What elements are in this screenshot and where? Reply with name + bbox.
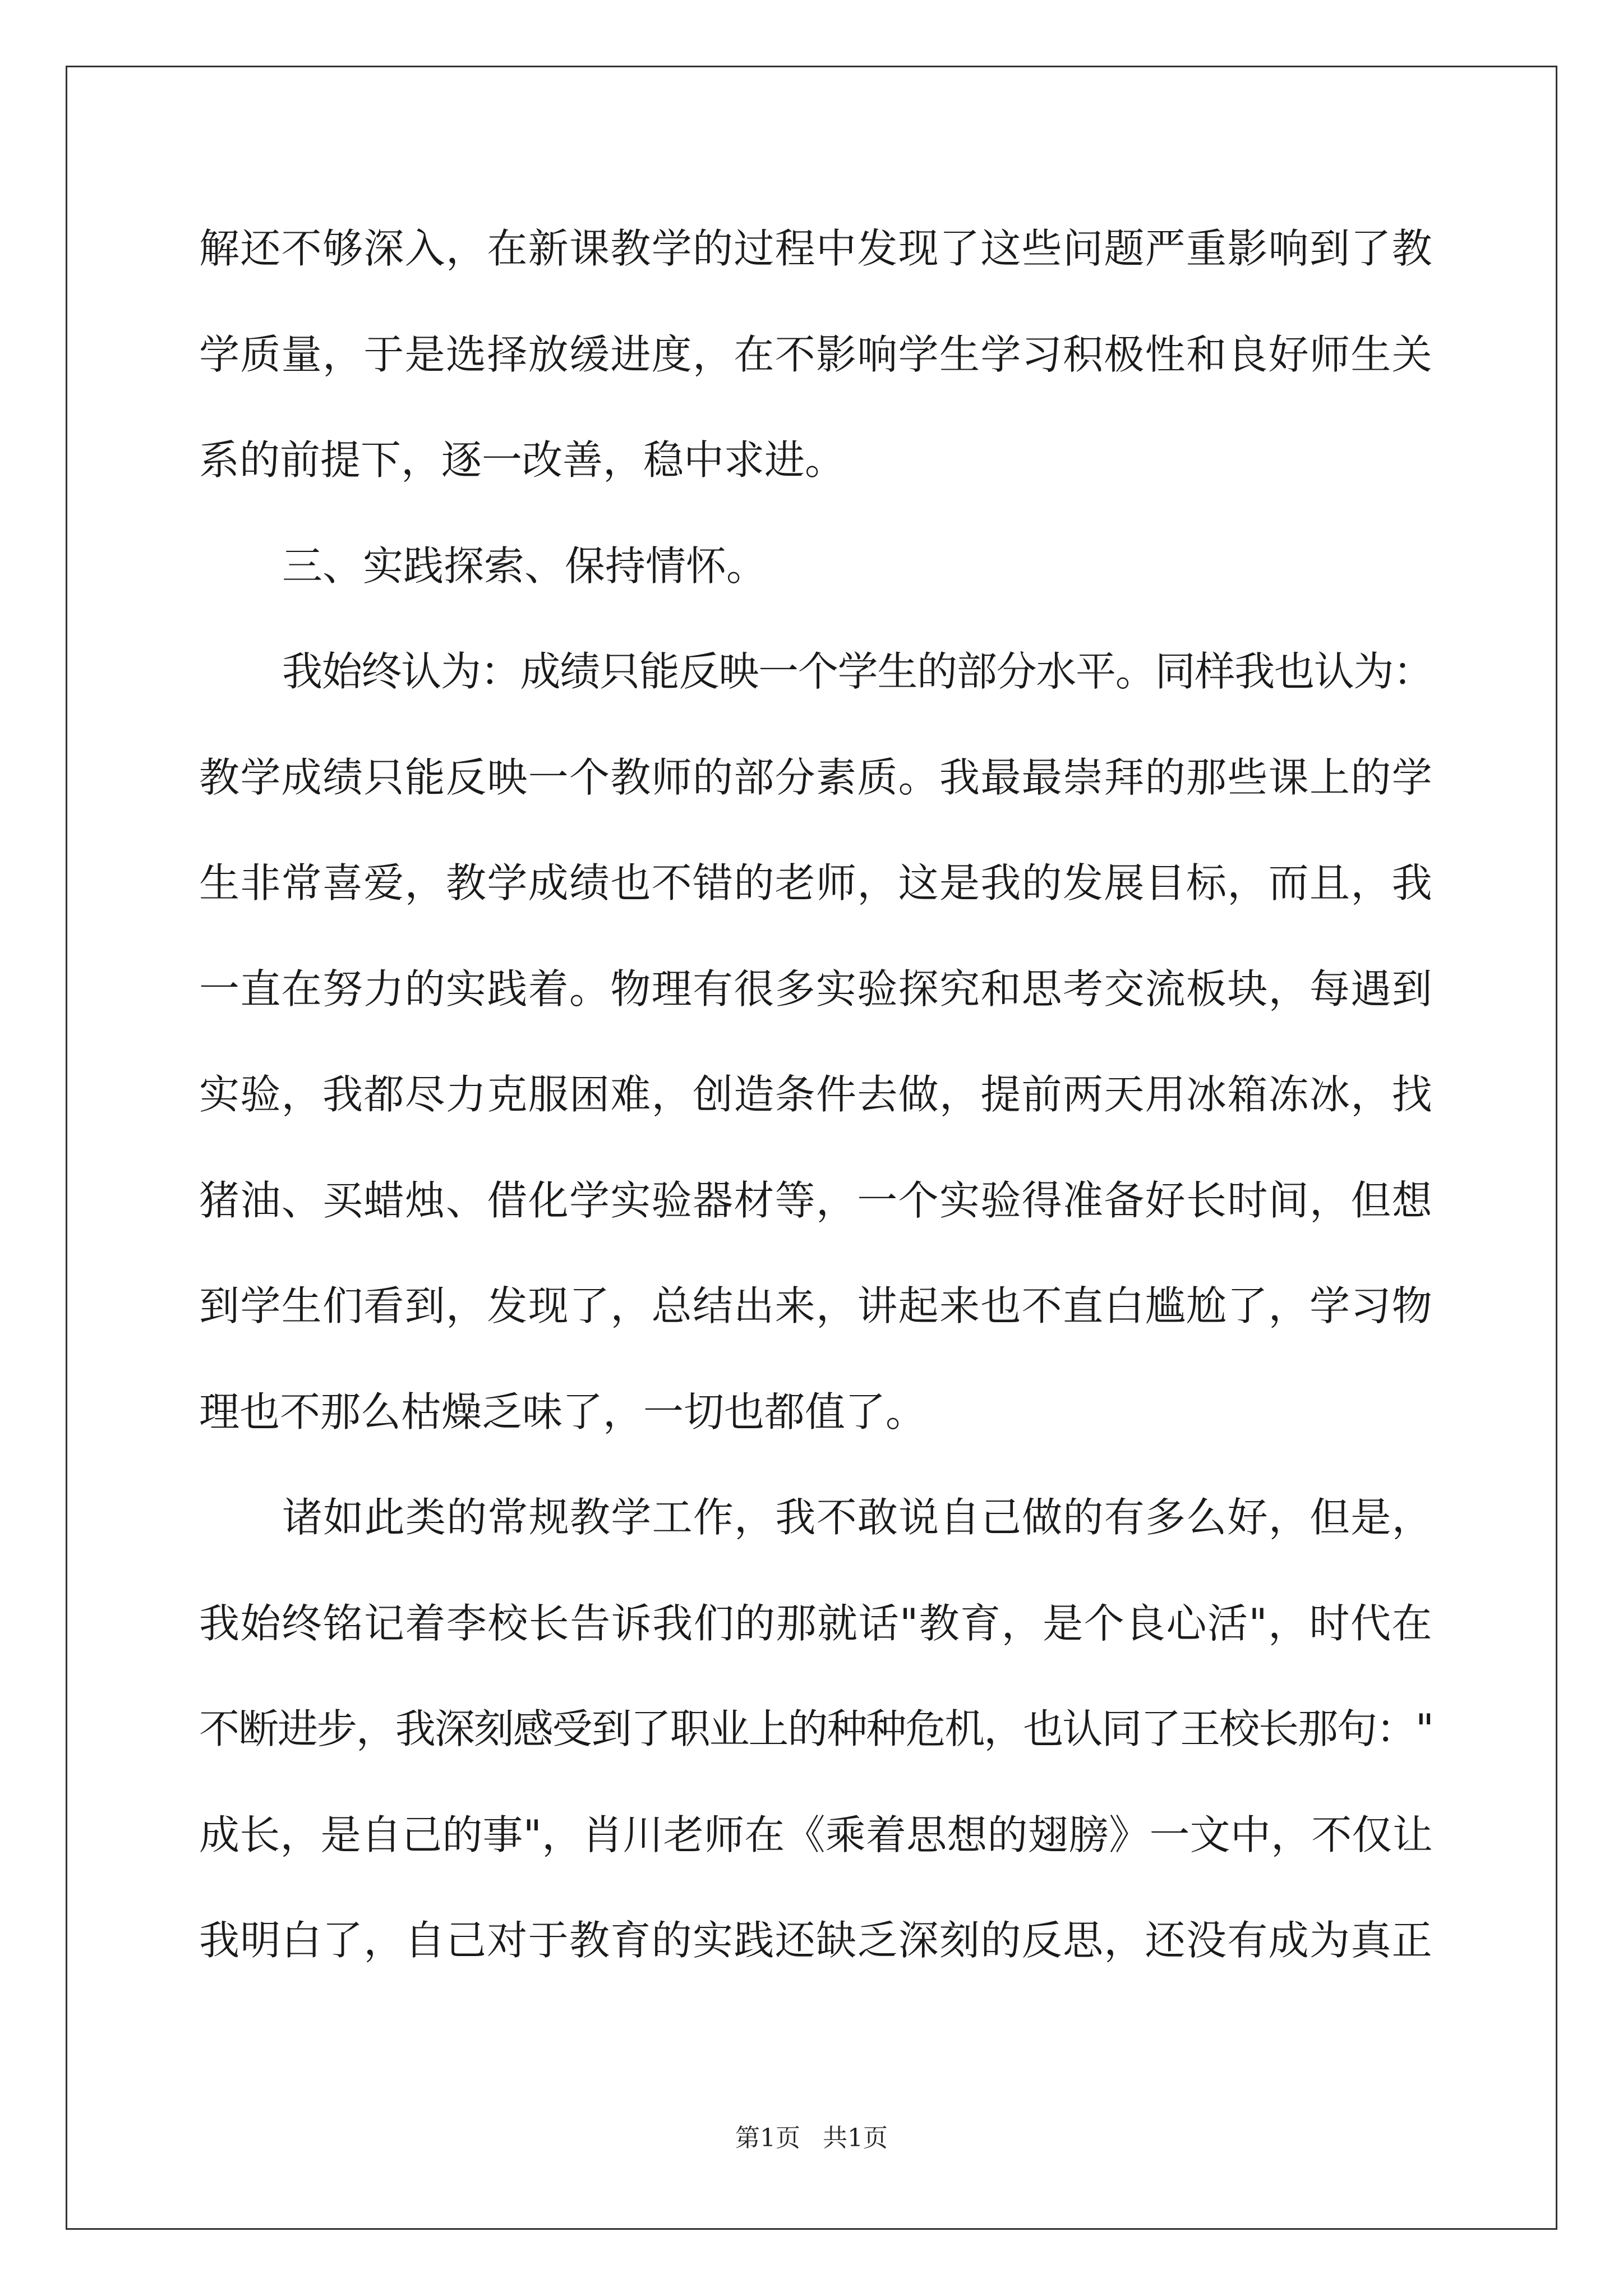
text-line: 生非常喜爱，教学成绩也不错的老师，这是我的发展目标，而且，我 bbox=[199, 859, 1433, 907]
page-footer bbox=[0, 2118, 1623, 2154]
document-body bbox=[199, 218, 1433, 2016]
text-line: 到学生们看到，发现了，总结出来，讲起来也不直白尴尬了，学习物 bbox=[199, 1282, 1433, 1329]
text-line: 成长，是自己的事"，肖川老师在《乘着思想的翅膀》一文中，不仅让 bbox=[199, 1811, 1433, 1858]
text-line: 我始终铭记着李校长告诉我们的那就话"教育，是个良心活"，时代在 bbox=[199, 1599, 1433, 1647]
text-line: 诸如此类的常规教学工作，我不敢说自己做的有多么好，但是， bbox=[282, 1494, 1433, 1541]
text-line: 学质量，于是选择放缓进度，在不影响学生学习积极性和良好师生关 bbox=[199, 330, 1433, 378]
text-line: 不断进步，我深刻感受到了职业上的种种危机，也认同了王校长那句：" bbox=[199, 1705, 1433, 1752]
page-number: 第1页 bbox=[735, 2124, 800, 2152]
text-line: 一直在努力的实践着。物理有很多实验探究和思考交流板块，每遇到 bbox=[199, 965, 1433, 1013]
text-line: 解还不够深入，在新课教学的过程中发现了这些问题严重影响到了教 bbox=[199, 225, 1433, 272]
text-line: 理也不那么枯燥乏味了，一切也都值了。 bbox=[199, 1388, 926, 1435]
text-line: 实验，我都尽力克服困难，创造条件去做，提前两天用冰箱冻冰，找 bbox=[199, 1071, 1433, 1118]
text-line: 系的前提下，逐一改善，稳中求进。 bbox=[199, 436, 846, 484]
text-line: 我明白了，自己对于教育的实践还缺乏深刻的反思，还没有成为真正 bbox=[199, 1917, 1433, 1964]
page-total: 共1页 bbox=[823, 2124, 888, 2152]
text-line: 教学成绩只能反映一个教师的部分素质。我最最崇拜的那些课上的学 bbox=[199, 753, 1433, 801]
text-line: 三、实践探索、保持情怀。 bbox=[282, 542, 767, 590]
text-line: 猪油、买蜡烛、借化学实验器材等，一个实验得准备好长时间，但想 bbox=[199, 1176, 1433, 1224]
text-line: 我始终认为：成绩只能反映一个学生的部分水平。同样我也认为： bbox=[282, 648, 1433, 695]
